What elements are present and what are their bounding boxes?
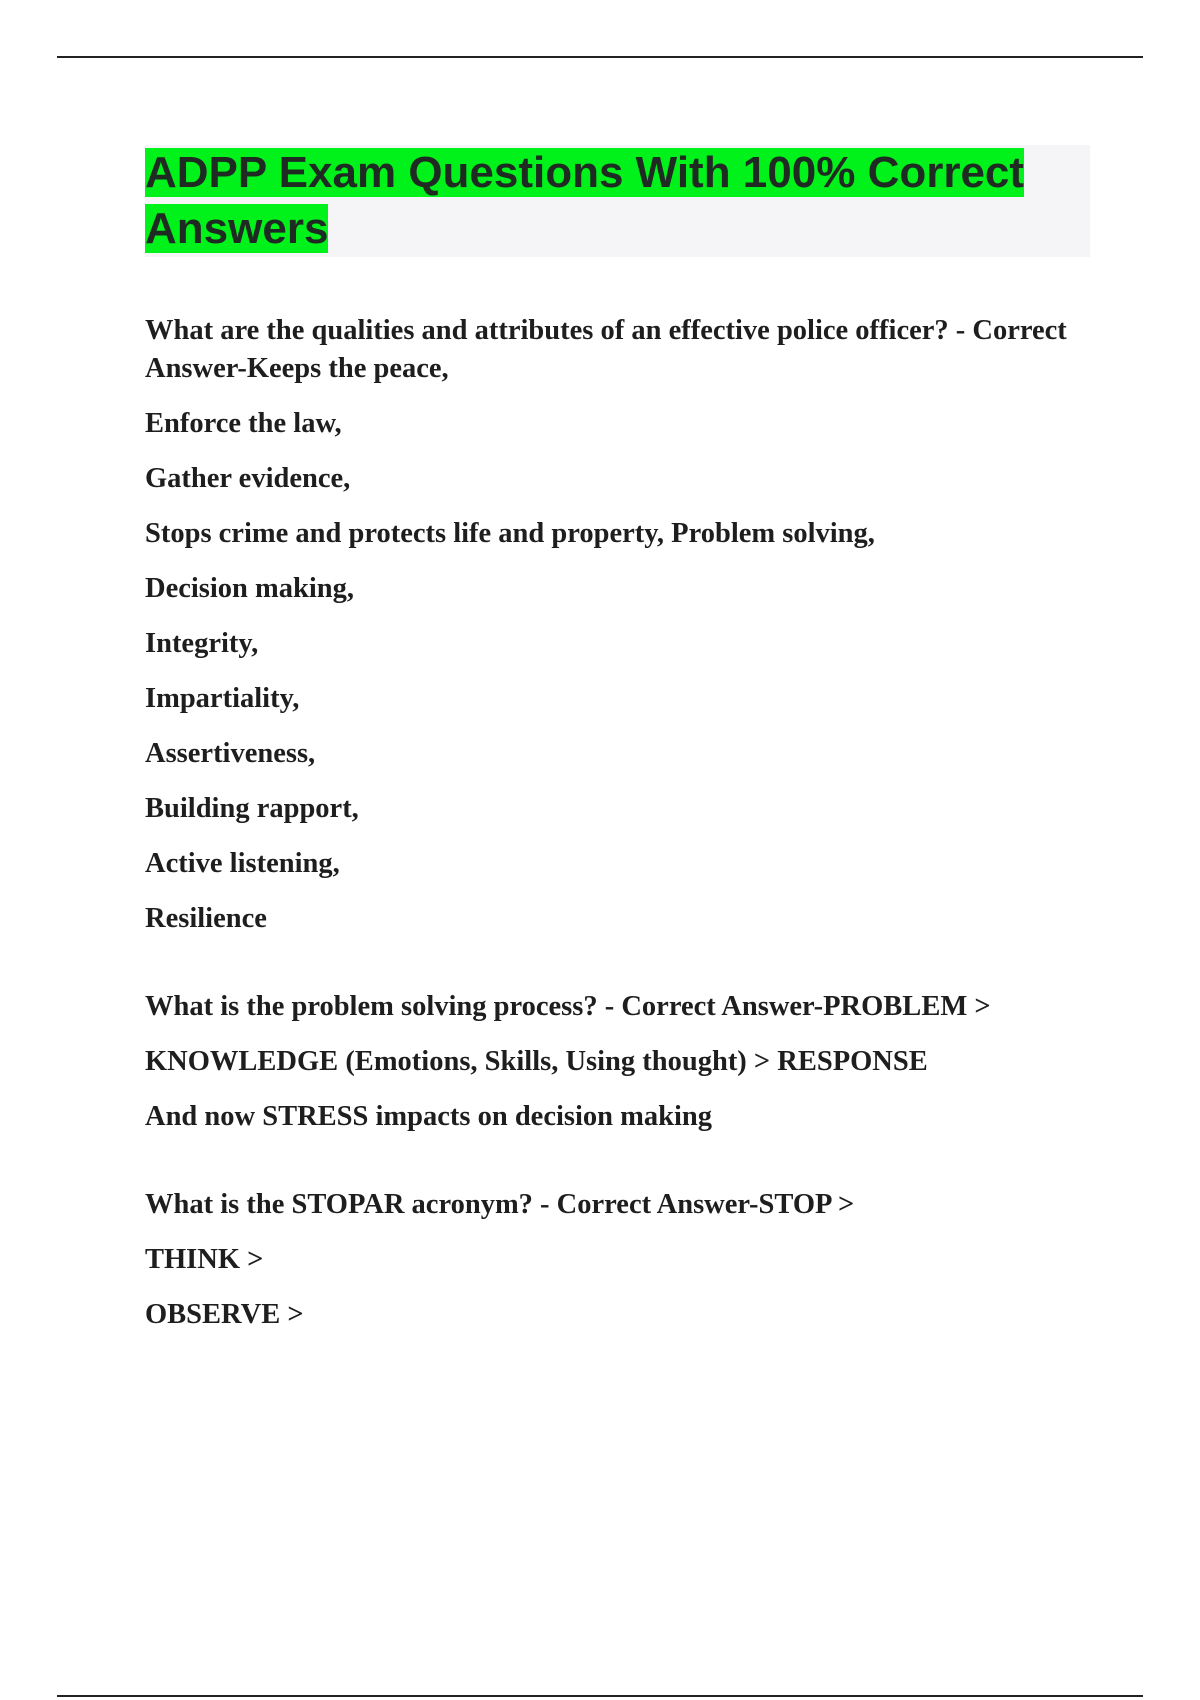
- answer-line: Impartiality,: [145, 683, 300, 714]
- answer-line: Active listening,: [145, 848, 340, 879]
- answer-line: Enforce the law,: [145, 408, 342, 439]
- question-problem-solving: What is the problem solving process? - Correct Answer-PROBLEM >: [145, 991, 991, 1022]
- answer-line: Stops crime and protects life and property, Problem solving,: [145, 518, 875, 549]
- answer-line: And now STRESS impacts on decision making: [145, 1101, 712, 1132]
- answer-line: Assertiveness,: [145, 738, 316, 769]
- document-body: [145, 312, 1090, 1351]
- title-block: [145, 145, 1090, 257]
- question-stopar: What is the STOPAR acronym? - Correct Answer-STOP >: [145, 1189, 855, 1220]
- answer-line: Building rapport,: [145, 793, 359, 824]
- answer-line: Decision making,: [145, 573, 355, 604]
- answer-line: Integrity,: [145, 628, 259, 659]
- qa-block-stopar: [145, 1186, 1090, 1334]
- title-highlight: ADPP Exam Questions With 100% Correct Answers: [145, 148, 1025, 253]
- qa-block-qualities: [145, 312, 1090, 938]
- question-qualities: What are the qualities and attributes of an effective police officer? - Correct Answer-Keeps the peace,: [145, 315, 1067, 384]
- answer-line: OBSERVE >: [145, 1299, 304, 1330]
- answer-line: Resilience: [145, 903, 267, 934]
- answer-line: THINK >: [145, 1244, 264, 1275]
- footer-rule: [57, 1695, 1143, 1697]
- header-rule: [57, 56, 1143, 58]
- qa-block-problem-solving: [145, 988, 1090, 1136]
- document-title: [145, 145, 1090, 257]
- answer-line: Gather evidence,: [145, 463, 351, 494]
- answer-line: KNOWLEDGE (Emotions, Skills, Using thought) > RESPONSE: [145, 1046, 928, 1077]
